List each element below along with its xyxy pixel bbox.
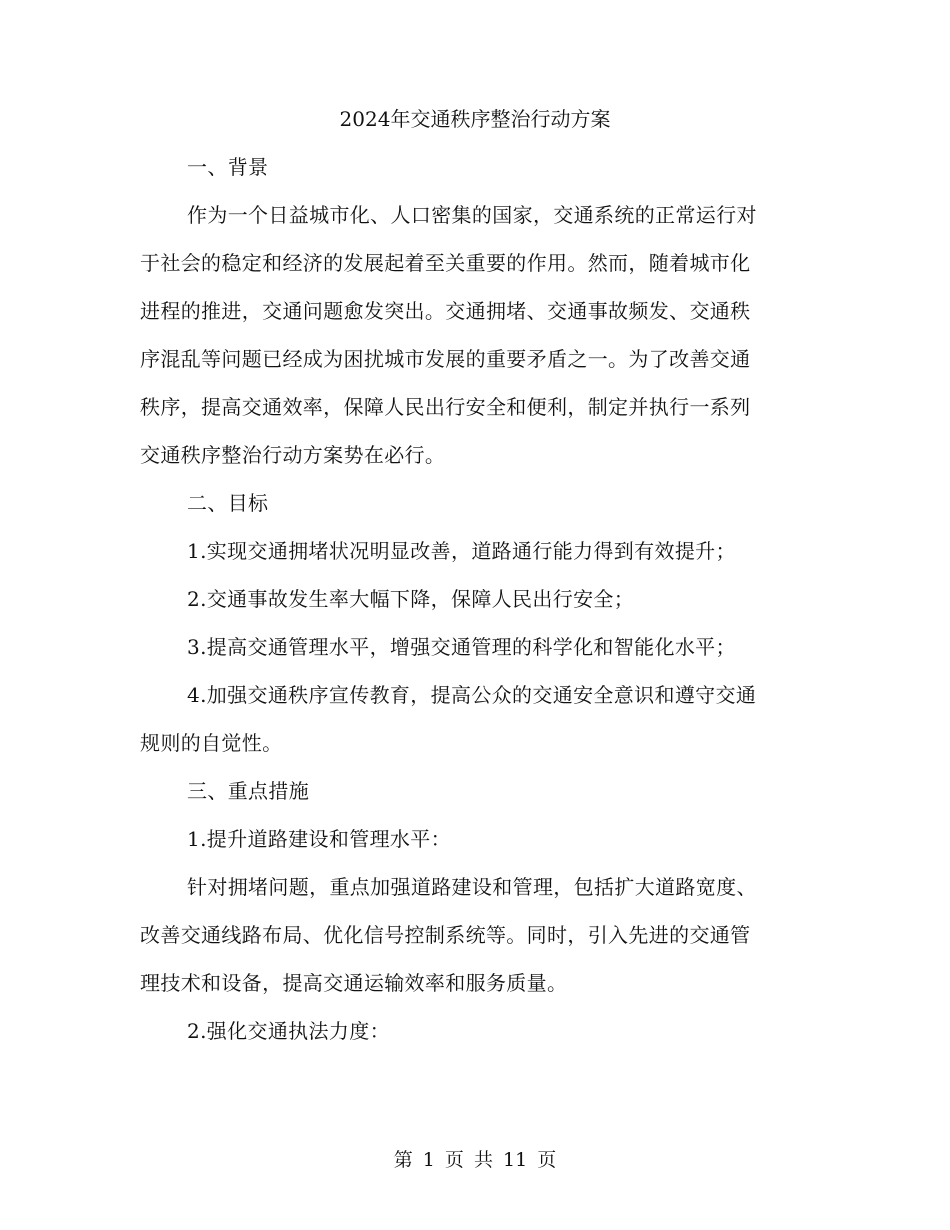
list-item: 1.实现交通拥堵状况明显改善，道路通行能力得到有效提升； [187, 539, 736, 563]
subsection-heading: 2.强化交通执法力度： [187, 1019, 390, 1043]
section-heading-measures: 三、重点措施 [187, 779, 310, 803]
paragraph-line: 交通秩序整治行动方案势在必行。 [140, 443, 446, 467]
paragraph-line: 针对拥堵问题，重点加强道路建设和管理，包括扩大道路宽度、 [187, 875, 757, 899]
paragraph-line: 序混乱等问题已经成为困扰城市发展的重要矛盾之一。为了改善交通 [140, 347, 751, 371]
section-heading-goals: 二、目标 [187, 491, 269, 515]
page-number-footer: 第 1 页 共 11 页 [393, 1149, 557, 1171]
paragraph-line: 秩序，提高交通效率，保障人民出行安全和便利，制定并执行一系列 [140, 395, 751, 419]
list-item-continuation: 规则的自觉性。 [140, 731, 283, 755]
subsection-heading: 1.提升道路建设和管理水平： [187, 827, 451, 851]
paragraph-line: 作为一个日益城市化、人口密集的国家，交通系统的正常运行对 [187, 203, 757, 227]
paragraph-line: 改善交通线路布局、优化信号控制系统等。同时，引入先进的交通管 [140, 923, 751, 947]
section-heading-background: 一、背景 [187, 155, 269, 179]
paragraph-line: 于社会的稳定和经济的发展起着至关重要的作用。然而，随着城市化 [140, 251, 751, 275]
paragraph-line: 进程的推进，交通问题愈发突出。交通拥堵、交通事故频发、交通秩 [140, 299, 751, 323]
paragraph-line: 理技术和设备，提高交通运输效率和服务质量。 [140, 971, 568, 995]
list-item: 2.交通事故发生率大幅下降，保障人民出行安全； [187, 587, 635, 611]
list-item: 3.提高交通管理水平，增强交通管理的科学化和智能化水平； [187, 635, 736, 659]
list-item: 4.加强交通秩序宣传教育，提高公众的交通安全意识和遵守交通 [187, 683, 757, 707]
document-title: 2024年交通秩序整治行动方案 [339, 107, 611, 131]
